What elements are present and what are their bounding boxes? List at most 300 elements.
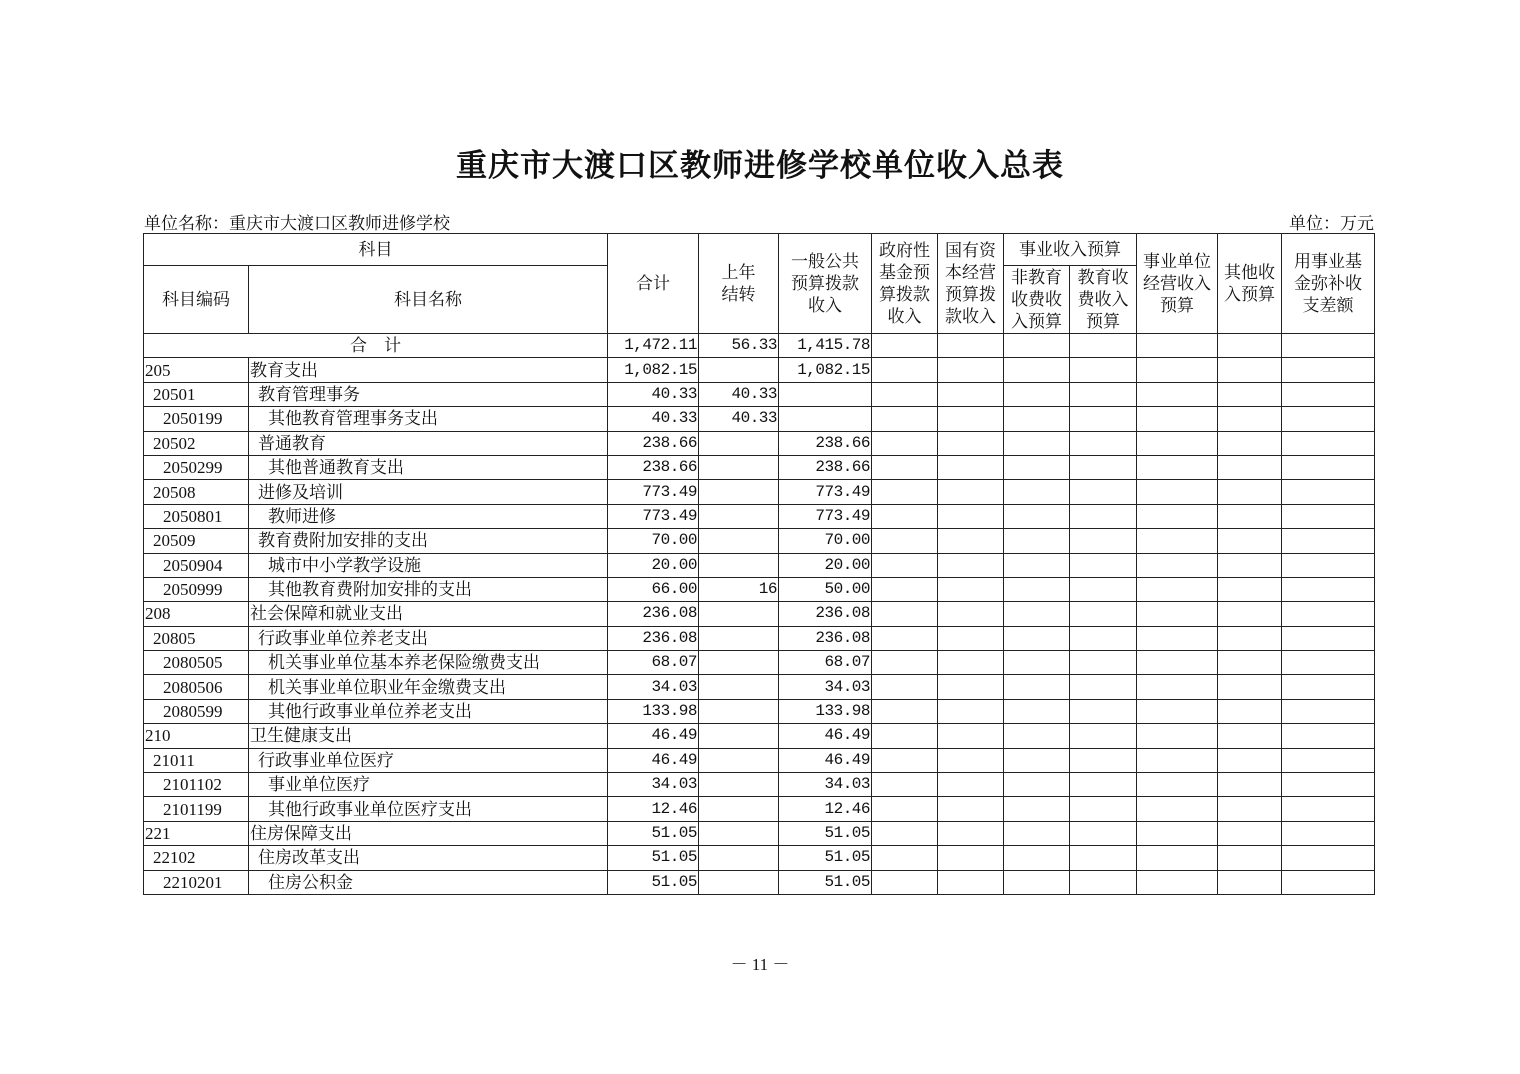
amount-general: [779, 407, 872, 431]
empty-cell: [1137, 382, 1218, 406]
empty-cell: [1137, 773, 1218, 797]
amount-carryover: [699, 797, 779, 821]
subject-name: 教育支出: [249, 358, 608, 382]
amount-general: 46.49: [779, 724, 872, 748]
empty-cell: [1070, 529, 1137, 553]
empty-cell: [1282, 382, 1375, 406]
empty-cell: [872, 602, 938, 626]
header-other-income: 其他收入预算: [1218, 234, 1282, 334]
empty-cell: [1218, 675, 1282, 699]
header-general-budget: 一般公共预算拨款收入: [779, 234, 872, 334]
empty-cell: [1004, 577, 1070, 601]
empty-cell: [1070, 504, 1137, 528]
empty-cell: [1137, 821, 1218, 845]
empty-cell: [938, 675, 1004, 699]
empty-cell: [1137, 504, 1218, 528]
empty-cell: [1070, 748, 1137, 772]
subject-name: 其他教育费附加安排的支出: [249, 577, 608, 601]
subject-code: 20509: [144, 529, 249, 553]
empty-cell: [1004, 504, 1070, 528]
empty-cell: [938, 724, 1004, 748]
empty-cell: [938, 651, 1004, 675]
table-row: [144, 748, 1375, 772]
table-row: [144, 382, 1375, 406]
amount-total: 133.98: [608, 699, 699, 723]
header-non-edu-fee: 非教育收费收入预算: [1004, 266, 1070, 334]
subject-name: 教育费附加安排的支出: [249, 529, 608, 553]
table-row: [144, 699, 1375, 723]
amount-general: 51.05: [779, 846, 872, 870]
amount-general: 1,082.15: [779, 358, 872, 382]
empty-cell: [872, 821, 938, 845]
empty-cell: [1282, 431, 1375, 455]
empty-cell: [1137, 748, 1218, 772]
empty-cell: [1070, 382, 1137, 406]
subject-code: 22102: [144, 846, 249, 870]
table-row: [144, 602, 1375, 626]
header-carryover: 上年结转: [699, 234, 779, 334]
header-business-income: 事业收入预算: [1004, 234, 1137, 266]
subject-name: 行政事业单位养老支出: [249, 626, 608, 650]
unit-name: 单位名称：重庆市大渡口区教师进修学校: [144, 214, 450, 233]
empty-cell: [1218, 407, 1282, 431]
empty-cell: [938, 480, 1004, 504]
subject-name: 机关事业单位职业年金缴费支出: [249, 675, 608, 699]
empty-cell: [1070, 651, 1137, 675]
subject-code: 2050904: [144, 553, 249, 577]
empty-cell: [872, 407, 938, 431]
amount-total: 236.08: [608, 626, 699, 650]
table-row: [144, 821, 1375, 845]
subject-code: 2101102: [144, 773, 249, 797]
empty-cell: [1070, 455, 1137, 479]
amount-total: 238.66: [608, 431, 699, 455]
amount-total: 34.03: [608, 675, 699, 699]
income-summary-table: [143, 233, 1375, 895]
empty-cell: [1070, 407, 1137, 431]
subject-code: 2080599: [144, 699, 249, 723]
subject-code: 208: [144, 602, 249, 626]
table-row: [144, 870, 1375, 894]
subject-name: 教育管理事务: [249, 382, 608, 406]
amount-carryover: [699, 870, 779, 894]
empty-cell: [938, 846, 1004, 870]
empty-cell: [1004, 455, 1070, 479]
subject-code: 2050801: [144, 504, 249, 528]
amount-total: 40.33: [608, 407, 699, 431]
empty-cell: [872, 382, 938, 406]
empty-cell: [1004, 797, 1070, 821]
empty-cell: [1004, 358, 1070, 382]
empty-cell: [1282, 504, 1375, 528]
empty-cell: [1004, 821, 1070, 845]
page-number: － 11 －: [730, 955, 790, 974]
amount-total: 68.07: [608, 651, 699, 675]
table-row: [144, 773, 1375, 797]
empty-cell: [1137, 651, 1218, 675]
empty-cell: [1137, 480, 1218, 504]
empty-cell: [1070, 797, 1137, 821]
amount-carryover: 40.33: [699, 382, 779, 406]
header-subject: 科目: [144, 234, 608, 266]
empty-cell: [1070, 675, 1137, 699]
amount-total: 773.49: [608, 480, 699, 504]
table-row: [144, 651, 1375, 675]
subject-name: 进修及培训: [249, 480, 608, 504]
empty-cell: [1070, 724, 1137, 748]
empty-cell: [1218, 431, 1282, 455]
subject-code: 2050999: [144, 577, 249, 601]
empty-cell: [1004, 382, 1070, 406]
amount-general: 51.05: [779, 821, 872, 845]
empty-cell: [872, 553, 938, 577]
amount-carryover: [699, 602, 779, 626]
total-carryover: 56.33: [699, 334, 779, 358]
empty-cell: [1137, 675, 1218, 699]
table-row: [144, 577, 1375, 601]
empty-cell: [1137, 699, 1218, 723]
empty-cell: [1004, 529, 1070, 553]
subject-name: 其他行政事业单位医疗支出: [249, 797, 608, 821]
empty-cell: [1004, 431, 1070, 455]
empty-cell: [872, 699, 938, 723]
amount-carryover: [699, 748, 779, 772]
empty-cell: [1282, 821, 1375, 845]
amount-carryover: [699, 431, 779, 455]
empty-cell: [938, 602, 1004, 626]
empty-cell: [1282, 407, 1375, 431]
empty-cell: [1218, 651, 1282, 675]
header-total: 合计: [608, 234, 699, 334]
amount-general: 68.07: [779, 651, 872, 675]
empty-cell: [1004, 773, 1070, 797]
empty-cell: [872, 846, 938, 870]
amount-total: 40.33: [608, 382, 699, 406]
header-edu-fee: 教育收费收入预算: [1070, 266, 1137, 334]
amount-general: 70.00: [779, 529, 872, 553]
subject-code: 2210201: [144, 870, 249, 894]
empty-cell: [1282, 651, 1375, 675]
header-state-capital: 国有资本经营预算拨款收入: [938, 234, 1004, 334]
empty-cell: [1004, 870, 1070, 894]
empty-cell: [1070, 480, 1137, 504]
subject-name: 城市中小学教学设施: [249, 553, 608, 577]
amount-carryover: [699, 480, 779, 504]
empty-cell: [1282, 602, 1375, 626]
empty-cell: [1218, 773, 1282, 797]
empty-cell: [1218, 699, 1282, 723]
empty-cell: [1070, 773, 1137, 797]
amount-carryover: 40.33: [699, 407, 779, 431]
empty-cell: [1070, 846, 1137, 870]
amount-carryover: [699, 651, 779, 675]
empty-cell: [1004, 553, 1070, 577]
subject-code: 221: [144, 821, 249, 845]
amount-general: 20.00: [779, 553, 872, 577]
amount-general: 236.08: [779, 602, 872, 626]
empty-cell: [872, 431, 938, 455]
amount-total: 1,082.15: [608, 358, 699, 382]
empty-cell: [1282, 553, 1375, 577]
subject-name: 普通教育: [249, 431, 608, 455]
empty-cell: [1218, 480, 1282, 504]
amount-general: 34.03: [779, 773, 872, 797]
empty-cell: [938, 382, 1004, 406]
empty-cell: [872, 675, 938, 699]
empty-cell: [872, 773, 938, 797]
amount-carryover: [699, 675, 779, 699]
table-row: [144, 529, 1375, 553]
amount-total: 773.49: [608, 504, 699, 528]
empty-cell: [1218, 724, 1282, 748]
empty-cell: [1004, 748, 1070, 772]
amount-total: 51.05: [608, 846, 699, 870]
table-row: [144, 407, 1375, 431]
amount-total: 238.66: [608, 455, 699, 479]
subject-name: 住房保障支出: [249, 821, 608, 845]
empty-cell: [938, 821, 1004, 845]
amount-general: 238.66: [779, 431, 872, 455]
amount-general: 236.08: [779, 626, 872, 650]
table-row: [144, 480, 1375, 504]
empty-cell: [872, 651, 938, 675]
empty-cell: [1137, 626, 1218, 650]
empty-cell: [872, 455, 938, 479]
empty-cell: [1218, 577, 1282, 601]
empty-cell: [1282, 846, 1375, 870]
empty-cell: [938, 553, 1004, 577]
empty-cell: [1004, 699, 1070, 723]
amount-carryover: [699, 358, 779, 382]
header-name: 科目名称: [249, 266, 608, 334]
subject-code: 20501: [144, 382, 249, 406]
empty-cell: [872, 358, 938, 382]
amount-carryover: [699, 626, 779, 650]
header-fund-makeup: 用事业基金弥补收支差额: [1282, 234, 1375, 334]
amount-general: 34.03: [779, 675, 872, 699]
empty-cell: [1282, 724, 1375, 748]
subject-name: 卫生健康支出: [249, 724, 608, 748]
empty-cell: [938, 748, 1004, 772]
empty-cell: [938, 455, 1004, 479]
empty-cell: [1282, 480, 1375, 504]
empty-cell: [938, 358, 1004, 382]
empty-cell: [1218, 602, 1282, 626]
amount-carryover: [699, 821, 779, 845]
empty-cell: [938, 504, 1004, 528]
table-row: [144, 626, 1375, 650]
subject-code: 20805: [144, 626, 249, 650]
empty-cell: [1282, 358, 1375, 382]
subject-name: 机关事业单位基本养老保险缴费支出: [249, 651, 608, 675]
empty-cell: [872, 724, 938, 748]
header-gov-fund: 政府性基金预算拨款收入: [872, 234, 938, 334]
empty-cell: [1282, 773, 1375, 797]
amount-carryover: 16: [699, 577, 779, 601]
table-row: [144, 846, 1375, 870]
empty-cell: [1218, 358, 1282, 382]
empty-cell: [1137, 431, 1218, 455]
empty-cell: [938, 773, 1004, 797]
empty-cell: [1070, 870, 1137, 894]
amount-carryover: [699, 529, 779, 553]
table-row: [144, 358, 1375, 382]
table-row: [144, 504, 1375, 528]
empty-cell: [872, 870, 938, 894]
empty-cell: [1137, 577, 1218, 601]
amount-carryover: [699, 455, 779, 479]
empty-cell: [938, 797, 1004, 821]
amount-total: 70.00: [608, 529, 699, 553]
empty-cell: [1137, 455, 1218, 479]
empty-cell: [1218, 529, 1282, 553]
amount-general: 238.66: [779, 455, 872, 479]
empty-cell: [1282, 626, 1375, 650]
empty-cell: [872, 797, 938, 821]
empty-cell: [1137, 724, 1218, 748]
total-general: 1,415.78: [779, 334, 872, 358]
empty-cell: [1070, 821, 1137, 845]
table-row: [144, 797, 1375, 821]
empty-cell: [1218, 870, 1282, 894]
table-row: [144, 675, 1375, 699]
empty-cell: [1137, 870, 1218, 894]
subject-name: 社会保障和就业支出: [249, 602, 608, 626]
empty-cell: [1218, 748, 1282, 772]
empty-cell: [1004, 602, 1070, 626]
empty-cell: [1282, 675, 1375, 699]
empty-cell: [872, 504, 938, 528]
empty-cell: [1218, 846, 1282, 870]
amount-total: 20.00: [608, 553, 699, 577]
currency-unit: 单位：万元: [1289, 214, 1374, 233]
empty-cell: [1218, 553, 1282, 577]
empty-cell: [1070, 358, 1137, 382]
empty-cell: [1004, 724, 1070, 748]
empty-cell: [1218, 455, 1282, 479]
subject-code: 21011: [144, 748, 249, 772]
empty-cell: [1218, 504, 1282, 528]
empty-cell: [1070, 602, 1137, 626]
amount-general: 51.05: [779, 870, 872, 894]
subject-name: 事业单位医疗: [249, 773, 608, 797]
empty-cell: [1004, 407, 1070, 431]
empty-cell: [938, 699, 1004, 723]
amount-carryover: [699, 773, 779, 797]
table-row: [144, 724, 1375, 748]
empty-cell: [1070, 577, 1137, 601]
empty-cell: [872, 626, 938, 650]
total-label: 合 计: [144, 334, 608, 358]
amount-general: 50.00: [779, 577, 872, 601]
empty-cell: [1282, 699, 1375, 723]
empty-cell: [1218, 821, 1282, 845]
empty-cell: [1282, 748, 1375, 772]
subject-name: 其他普通教育支出: [249, 455, 608, 479]
amount-general: 12.46: [779, 797, 872, 821]
empty-cell: [1282, 797, 1375, 821]
header-operating-income: 事业单位经营收入预算: [1137, 234, 1218, 334]
empty-cell: [938, 870, 1004, 894]
table-row: [144, 431, 1375, 455]
amount-total: 51.05: [608, 821, 699, 845]
empty-cell: [1137, 553, 1218, 577]
subject-name: 其他教育管理事务支出: [249, 407, 608, 431]
subject-name: 教师进修: [249, 504, 608, 528]
empty-cell: [1218, 382, 1282, 406]
amount-general: 46.49: [779, 748, 872, 772]
empty-cell: [938, 577, 1004, 601]
empty-cell: [938, 407, 1004, 431]
table-row: [144, 455, 1375, 479]
subject-code: 20508: [144, 480, 249, 504]
subject-code: 210: [144, 724, 249, 748]
amount-total: 51.05: [608, 870, 699, 894]
amount-total: 34.03: [608, 773, 699, 797]
table-row: [144, 553, 1375, 577]
amount-total: 46.49: [608, 748, 699, 772]
empty-cell: [1282, 577, 1375, 601]
subject-code: 20502: [144, 431, 249, 455]
empty-cell: [1004, 626, 1070, 650]
empty-cell: [1218, 797, 1282, 821]
empty-cell: [938, 626, 1004, 650]
amount-carryover: [699, 553, 779, 577]
amount-carryover: [699, 699, 779, 723]
empty-cell: [1004, 480, 1070, 504]
subject-code: 2080505: [144, 651, 249, 675]
subject-code: 2080506: [144, 675, 249, 699]
empty-cell: [1282, 455, 1375, 479]
total-row: [144, 334, 1375, 358]
empty-cell: [938, 529, 1004, 553]
empty-cell: [1137, 602, 1218, 626]
empty-cell: [1070, 626, 1137, 650]
amount-total: 12.46: [608, 797, 699, 821]
empty-cell: [872, 529, 938, 553]
empty-cell: [1137, 358, 1218, 382]
amount-total: 46.49: [608, 724, 699, 748]
amount-general: 133.98: [779, 699, 872, 723]
amount-general: [779, 382, 872, 406]
subject-code: 2101199: [144, 797, 249, 821]
empty-cell: [1004, 651, 1070, 675]
amount-total: 236.08: [608, 602, 699, 626]
empty-cell: [1137, 797, 1218, 821]
amount-carryover: [699, 724, 779, 748]
empty-cell: [1282, 529, 1375, 553]
empty-cell: [872, 748, 938, 772]
total-amount: 1,472.11: [608, 334, 699, 358]
subject-name: 住房公积金: [249, 870, 608, 894]
amount-carryover: [699, 846, 779, 870]
amount-total: 66.00: [608, 577, 699, 601]
subject-name: 行政事业单位医疗: [249, 748, 608, 772]
empty-cell: [872, 577, 938, 601]
empty-cell: [1070, 431, 1137, 455]
amount-carryover: [699, 504, 779, 528]
document-title: 重庆市大渡口区教师进修学校单位收入总表: [456, 148, 1064, 183]
empty-cell: [1137, 529, 1218, 553]
empty-cell: [1004, 675, 1070, 699]
empty-cell: [1070, 699, 1137, 723]
subject-code: 205: [144, 358, 249, 382]
empty-cell: [1004, 846, 1070, 870]
subject-code: 2050199: [144, 407, 249, 431]
empty-cell: [1218, 626, 1282, 650]
subject-name: 其他行政事业单位养老支出: [249, 699, 608, 723]
empty-cell: [1282, 870, 1375, 894]
